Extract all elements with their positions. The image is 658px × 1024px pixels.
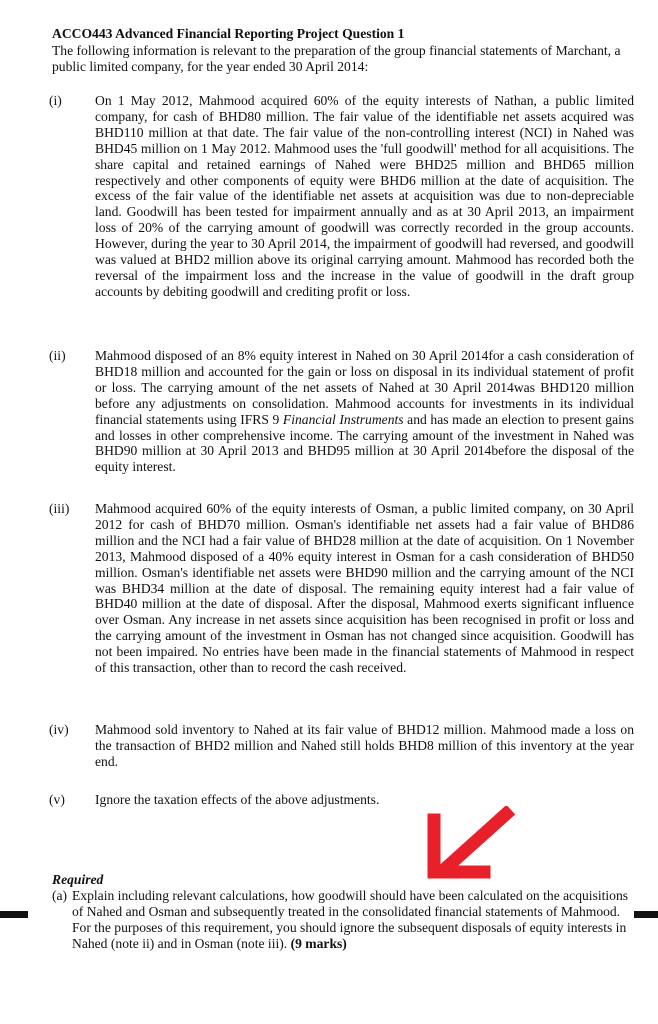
note-text: Mahmood disposed of an 8% equity interest in Nahed on 30 April 2014for a cash consideration of BHD18 million and accounted for the gain or loss on disposal in its individual statement of profit or loss. The carrying amount of the net assets of Nahed at 30 April 2014was BHD120 million before any adjustments on consolidation. Mahmood accounts for investments in its individual financial statements using IFRS 9 Financial Instruments and has made an election to present gains and losses in other comprehensive income. The carrying amount of the investment in Nahed was BHD90 million at 30 April 2013 and BHD95 million at 30 April 2014before the disposal of the equity interest. [95,348,634,475]
note-text: Ignore the taxation effects of the above adjustments. [95,792,380,807]
note-text: On 1 May 2012, Mahmood acquired 60% of the equity interests of Nathan, a public limited company, for cash of BHD80 million. The fair value of the identifiable net assets acquired was BHD110 million at that date. The fair value of the non-controlling interest (NCI) in Nahed was BHD45 million on 1 May 2012. Mahmood uses the 'full goodwill' method for all acquisitions. The share capital and retained earnings of Nahed were BHD25 million and BHD65 million respectively and other components of equity were BHD6 million at the date of acquisition. The excess of the fair value of the identifiable net assets at acquisition was due to non-depreciable land. Goodwill has been tested for impairment annually and as at 30 April 2013, an impairment loss of 20% of the carrying amount of goodwill was correctly recorded in the group accounts. However, during the year to 30 April 2014, the impairment of goodwill had reversed, and goodwill was valued at BHD2 million above its original carrying amount. Mahmood has recorded both the reversal of the impairment loss and the increase in the value of goodwill in the draft group accounts by debiting goodwill and crediting profit or loss. [95,93,634,299]
note-item-iv [49,722,634,770]
intro-paragraph: The following information is relevant to the preparation of the group financial statements of Marchant, a public limited company, for the year ended 30 April 2014: [52,43,621,74]
note-number: (i) [49,93,62,108]
note-number: (iv) [49,722,69,737]
arrow-down-left-icon [418,806,518,884]
requirement-label: (a) [52,888,68,903]
note-number: (v) [49,792,65,807]
edge-bar-right [634,911,658,918]
note-item-ii [49,348,634,475]
note-text: Mahmood sold inventory to Nahed at its fair value of BHD12 million. Mahmood made a loss on the transaction of BHD2 million and Nahed still holds BHD8 million of this inventory at the year end. [95,722,634,769]
note-item-i [49,93,634,300]
requirement-a [52,888,632,952]
requirement-text: Explain including relevant calculations, how goodwill should have been calculated on the acquisitions of Nahed and Osman and subsequently treated in the consolidated financial statements of Mahmood. For the purposes of this requirement, you should ignore the subsequent disposals of equity interests in Nahed (note ii) and in Osman (note iii). (9 marks) [72,888,629,951]
note-item-iii [49,501,634,676]
note-item-v [49,792,634,808]
required-heading: Required [52,872,104,887]
document-title: ACCO443 Advanced Financial Reporting Project Question 1 [52,26,405,41]
marks-label: (9 marks) [290,935,347,951]
emphasis-text: Financial Instruments [282,411,404,427]
edge-bar-left [0,911,28,918]
note-number: (iii) [49,501,70,516]
note-number: (ii) [49,348,66,363]
note-text: Mahmood acquired 60% of the equity interests of Osman, a public limited company, on 30 April 2012 for cash of BHD70 million. Osman's identifiable net assets had a fair value of BHD86 million and the NCI had a fair value of BHD28 million at the date of acquisition. On 1 November 2013, Mahmood disposed of a 40% equity interest in Osman for a cash consideration of BHD50 million. Osman's identifiable net assets were BHD90 million and the carrying amount of the NCI was BHD34 million at the date of disposal. The remaining equity interest had a fair value of BHD40 million at the date of disposal. After the disposal, Mahmood exerts significant influence over Osman. Any increase in net assets since acquisition has been recognised in profit or loss and the carrying amount of the investment in Osman has not changed since acquisition. Goodwill has not been impaired. No entries have been made in the financial statements of Mahmood in respect of this transaction, other than to record the cash received. [95,501,634,676]
